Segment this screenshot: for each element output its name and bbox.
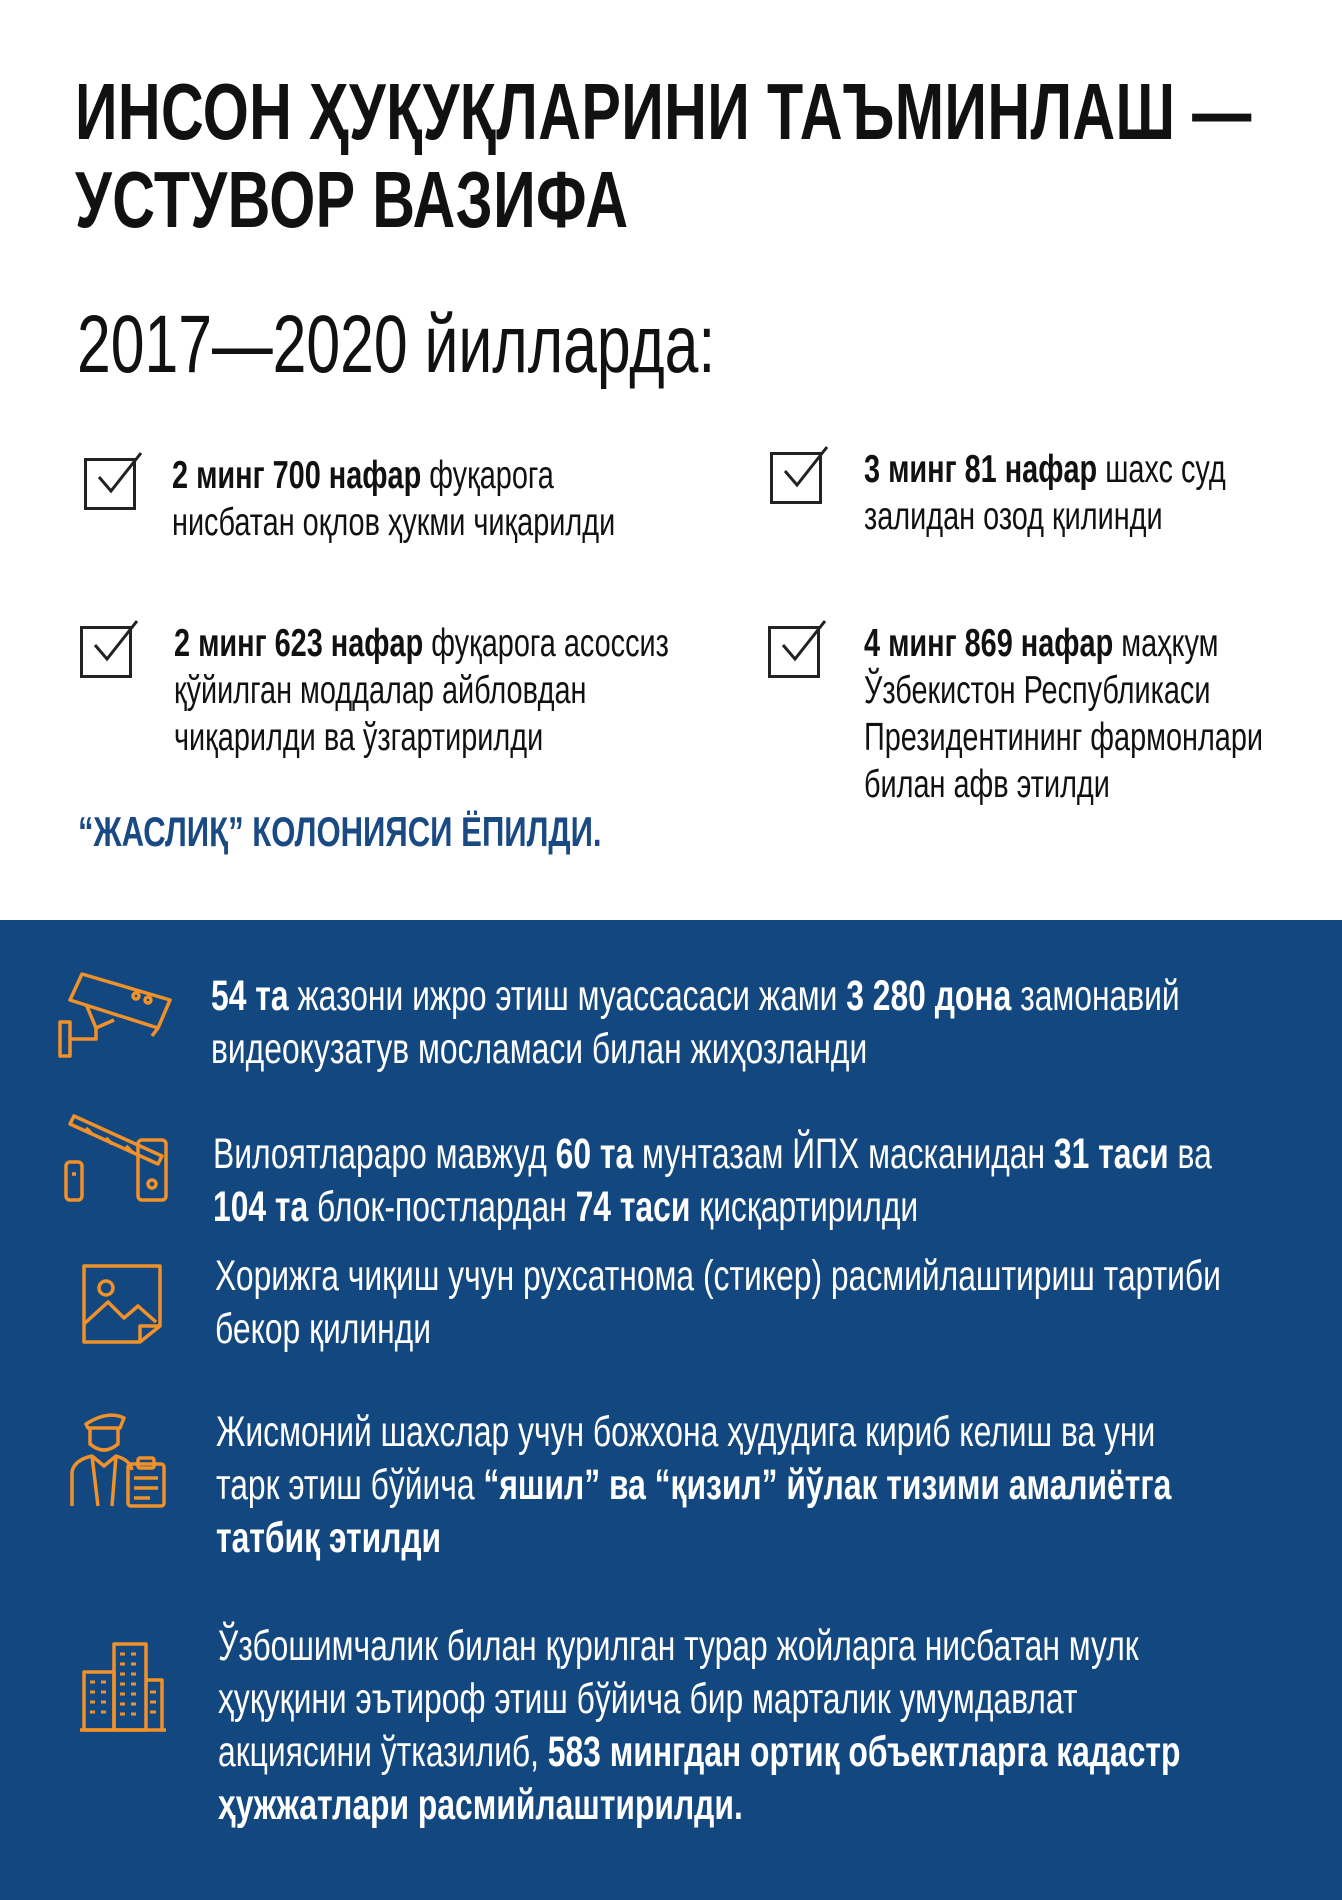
check-text-rest: шахс суд [1097,448,1226,491]
text-part: блок-постлардан [308,1183,576,1231]
check-text [864,446,1226,540]
text-part: ва [1168,1130,1212,1178]
bold-text: “яшил” ва “қизил” йўлак тизими амалиётга [483,1461,1172,1509]
title-line-1: ИНСОН ҲУҚУҚЛАРИНИ ТАЪМИНЛАШ — [75,67,1252,156]
check-text-line: билан афв этилди [864,763,1110,806]
check-text-line: нисбатан оқлов ҳукми чиқарилди [172,501,616,544]
bold-text: 3 280 дона [846,972,1012,1020]
info-text [211,970,1180,1076]
title-line-2: УСТУВОР ВАЗИФА [75,155,629,244]
text-part: Вилоятлараро мавжуд [213,1130,556,1178]
info-text [213,1128,1212,1234]
bold-text: 74 таси [575,1183,691,1231]
check-bold: 2 минг 700 нафар [172,454,422,497]
image-sticker-icon [80,1262,164,1351]
barrier-gate-icon [62,1110,182,1210]
checkbox-icon [768,626,820,678]
check-text-line: Ўзбекистон Республикаси [864,669,1211,712]
text-part: Хорижга чиқиш учун рухсатнома (стикер) расмийлаштириш тартиби [215,1252,1221,1300]
period-subtitle: 2017—2020 йилларда: [77,299,716,390]
bold-text: 104 та [213,1183,309,1231]
bold-text: 31 таси [1053,1130,1169,1178]
text-part: видеокузатув мосламаси билан жиҳозланди [211,1025,868,1073]
text-part: тарк этиш бўйича [216,1461,484,1509]
text-part: Жисмоний шахслар учун божхона ҳудудига кириб келиш ва уни [216,1408,1156,1456]
text-part: акциясини ўтказилиб, [218,1728,548,1776]
top-section [0,0,1342,920]
check-bold: 3 минг 81 нафар [864,448,1098,491]
text-part: ҳуқуқини эътироф этиш бўйича бир марталик умумдавлат [218,1675,1078,1723]
checkbox-icon [80,626,132,678]
checkbox-icon [84,458,136,510]
check-text-rest: фуқарога асоссиз [423,622,669,665]
text-part: бекор қилинди [215,1305,432,1353]
text-part: мунтазам ЙПХ масканидан [633,1130,1054,1178]
check-bold: 2 минг 623 нафар [174,622,424,665]
text-part: Ўзбошимчалик билан қурилган турар жойларга нисбатан мулк [218,1622,1139,1670]
apartment-building-icon [78,1640,168,1739]
colony-closed-note: “ЖАСЛИҚ” КОЛОНИЯСИ ЁПИЛДИ. [78,808,602,855]
check-text [172,452,615,546]
cctv-camera-icon [56,970,176,1065]
info-text [218,1620,1180,1832]
info-text [216,1406,1171,1565]
page-title [75,68,1296,244]
check-text [864,620,1263,808]
text-part: жазони ижро этиш муассасаси жами [288,972,847,1020]
text-part: замонавий [1011,972,1180,1020]
bold-text: 54 та [211,972,289,1020]
text-part: қисқартирилди [690,1183,919,1231]
check-text-line: чиқарилди ва ўзгартирилди [174,716,544,759]
bold-text: ҳужжатлари расмийлаштирилди. [218,1781,743,1829]
check-text-line: қўйилган моддалар айбловдан [174,669,587,712]
bottom-section [0,920,1342,1900]
info-text [215,1250,1221,1356]
bold-text: 60 та [555,1130,634,1178]
bold-text: 583 мингдан ортиқ объектларга кадастр [547,1728,1181,1776]
check-text-rest: маҳкум [1113,622,1219,665]
customs-officer-icon [68,1410,172,1515]
check-text-line: Президентининг фармонлари [864,716,1264,759]
check-bold: 4 минг 869 нафар [864,622,1114,665]
checkbox-icon [770,452,822,504]
check-text-line: залидан озод қилинди [864,495,1163,538]
bold-text: татбиқ этилди [216,1514,442,1562]
check-text-rest: фуқарога [421,454,554,497]
check-text [174,620,669,761]
